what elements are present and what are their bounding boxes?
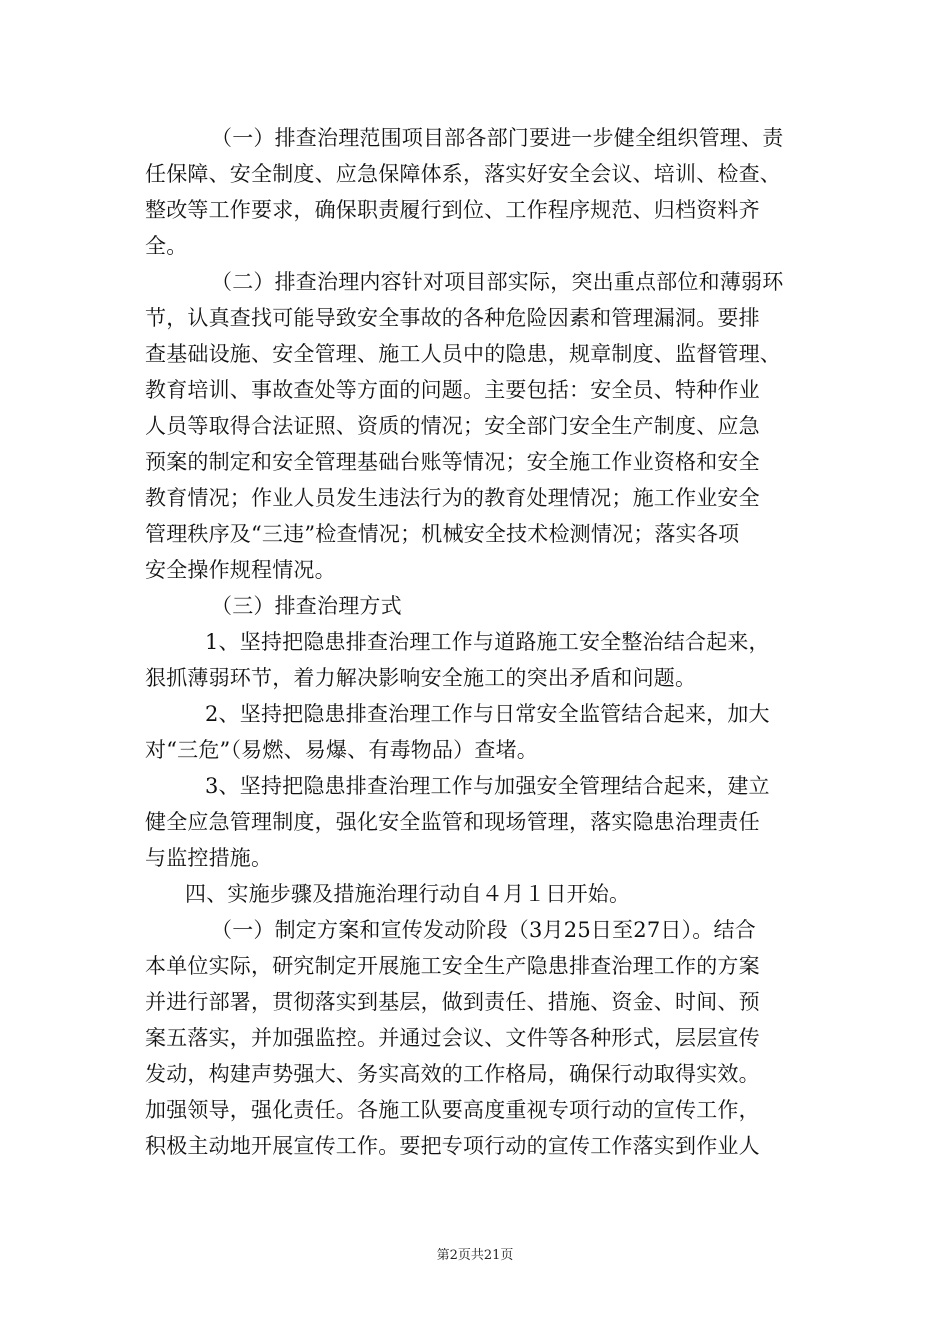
page-number-footer: 第2页共21页	[436, 1248, 514, 1263]
text-line: 案五落实，并加强监控。并通过会议、文件等各种形式，层层宣传	[145, 1026, 760, 1050]
text-line: 节，认真查找可能导致安全事故的各种危险因素和管理漏洞。要排	[145, 306, 760, 330]
text-line: 狠抓薄弱环节，着力解决影响安全施工的突出矛盾和问题。	[145, 666, 697, 690]
text-line: 并进行部署，贯彻落实到基层，做到责任、措施、资金、时间、预	[145, 990, 760, 1014]
text-line: 查基础设施、安全管理、施工人员中的隐患，规章制度、监督管理、	[145, 342, 781, 366]
text-line: 加强领导，强化责任。各施工队要高度重视专项行动的宣传工作，	[145, 1098, 760, 1122]
text-line: 积极主动地开展宣传工作。要把专项行动的宣传工作落实到作业人	[145, 1134, 760, 1158]
text-line: （二）排查治理内容针对项目部实际，突出重点部位和薄弱环	[211, 270, 784, 294]
text-line: 健全应急管理制度，强化安全监管和现场管理，落实隐患治理责任	[145, 810, 760, 834]
text-line: 对“三危”（易燃、易爆、有毒物品）查堵。	[145, 738, 538, 762]
text-line: 发动，构建声势强大、务实高效的工作格局，确保行动取得实效。	[145, 1062, 760, 1086]
text-line: 任保障、安全制度、应急保障体系，落实好安全会议、培训、检查、	[145, 162, 781, 186]
text-line: （一）制定方案和宣传发动阶段（3月25日至27日）。结合	[211, 918, 756, 942]
text-line: 与监控措施。	[145, 846, 273, 870]
text-line: 人员等取得合法证照、资质的情况；安全部门安全生产制度、应急	[145, 414, 760, 438]
text-line: 全。	[145, 234, 188, 258]
text-line: 预案的制定和安全管理基础台账等情况；安全施工作业资格和安全	[145, 450, 760, 474]
text-line: 安全操作规程情况。	[145, 558, 336, 582]
text-line: 3、坚持把隐患排查治理工作与加强安全管理结合起来，建立	[205, 774, 770, 798]
text-line: 1、坚持把隐患排查治理工作与道路施工安全整治结合起来，	[205, 630, 770, 654]
text-line: 教育情况；作业人员发生违法行为的教育处理情况；施工作业安全	[145, 486, 760, 510]
text-line: （一）排查治理范围项目部各部门要进一步健全组织管理、责	[211, 126, 784, 150]
text-line: 管理秩序及“三违”检查情况；机械安全技术检测情况；落实各项	[145, 522, 740, 546]
document-body	[145, 120, 810, 1164]
text-line: 教育培训、事故查处等方面的问题。主要包括：安全员、特种作业	[145, 378, 760, 402]
text-line: 本单位实际，研究制定开展施工安全生产隐患排查治理工作的方案	[145, 954, 760, 978]
section-heading: （三）排查治理方式	[211, 594, 402, 618]
section-heading: 四、实施步骤及措施治理行动自４月１日开始。	[185, 882, 631, 906]
text-line: 整改等工作要求，确保职责履行到位、工作程序规范、归档资料齐	[145, 198, 760, 222]
text-line: 2、坚持把隐患排查治理工作与日常安全监管结合起来，加大	[205, 702, 770, 726]
